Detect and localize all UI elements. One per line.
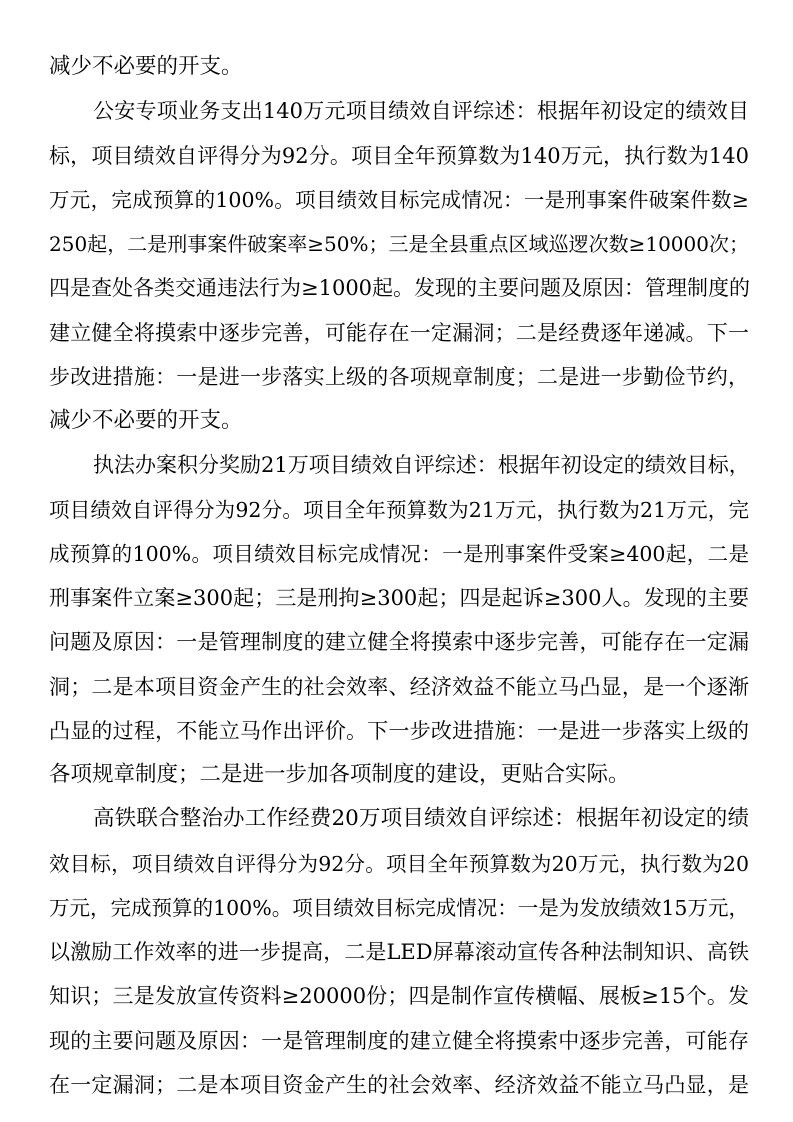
text-line: 建立健全将摸索中逐步完善，可能存在一定漏洞；二是经费逐年递减。下一 [49, 321, 749, 345]
paragraph-last-line: 减少不必要的开支。 [49, 408, 243, 433]
text-line: 知识；三是发放宣传资料≥20000份；四是制作宣传横幅、展板≥15个。发 [49, 984, 749, 1008]
text-line: 凸显的过程，不能立马作出评价。下一步改进措施：一是进一步落实上级的 [49, 719, 749, 743]
text-line: 刑事案件立案≥300起；三是刑拘≥300起；四是起诉≥300人。发现的主要 [49, 586, 749, 610]
text-line: 洞；二是本项目资金产生的社会效率、经济效益不能立马凸显，是一个逐渐 [49, 675, 749, 699]
paragraph-first-line: 高铁联合整治办工作经费20万项目绩效自评综述：根据年初设定的绩 [93, 806, 749, 831]
text-line: 标，项目绩效自评得分为92分。项目全年预算数为140万元，执行数为140 [49, 144, 749, 168]
text-line: 效目标，项目绩效自评得分为92分。项目全年预算数为20万元，执行数为20 [49, 852, 749, 876]
text-line: 万元，完成预算的100%。项目绩效目标完成情况：一是为发放绩效15万元， [49, 896, 749, 920]
text-line: 四是查处各类交通违法行为≥1000起。发现的主要问题及原因：管理制度的 [49, 276, 751, 300]
text-line: 现的主要问题及原因：一是管理制度的建立健全将摸索中逐步完善，可能存 [49, 1029, 749, 1053]
text-line: 项目绩效自评得分为92分。项目全年预算数为21万元，执行数为21万元，完 [49, 498, 749, 522]
paragraph-first-line: 执法办案积分奖励21万项目绩效自评综述：根据年初设定的绩效目标， [93, 453, 750, 477]
text-line: 成预算的100%。项目绩效目标完成情况：一是刑事案件受案≥400起，二是 [49, 542, 749, 566]
paragraph-first-line: 公安专项业务支出140万元项目绩效自评综述：根据年初设定的绩效目 [93, 99, 749, 123]
text-line: 万元，完成预算的100%。项目绩效目标完成情况：一是刑事案件破案件数≥ [49, 188, 749, 212]
text-line: 以激励工作效率的进一步提高，二是LED屏幕滚动宣传各种法制知识、高铁 [49, 940, 749, 964]
text-line: 250起，二是刑事案件破案率≥50%；三是全县重点区域巡逻次数≥10000次； [49, 232, 749, 256]
paragraph-last-line: 各项规章制度；二是进一步加各项制度的建设，更贴合实际。 [49, 762, 630, 787]
text-line: 在一定漏洞；二是本项目资金产生的社会效率、经济效益不能立马凸显，是 [49, 1073, 749, 1097]
text-line: 问题及原因：一是管理制度的建立健全将摸索中逐步完善，可能存在一定漏 [49, 630, 749, 654]
text-line: 减少不必要的开支。 [49, 54, 243, 79]
text-line: 步改进措施：一是进一步落实上级的各项规章制度；二是进一步勤俭节约， [49, 365, 749, 389]
